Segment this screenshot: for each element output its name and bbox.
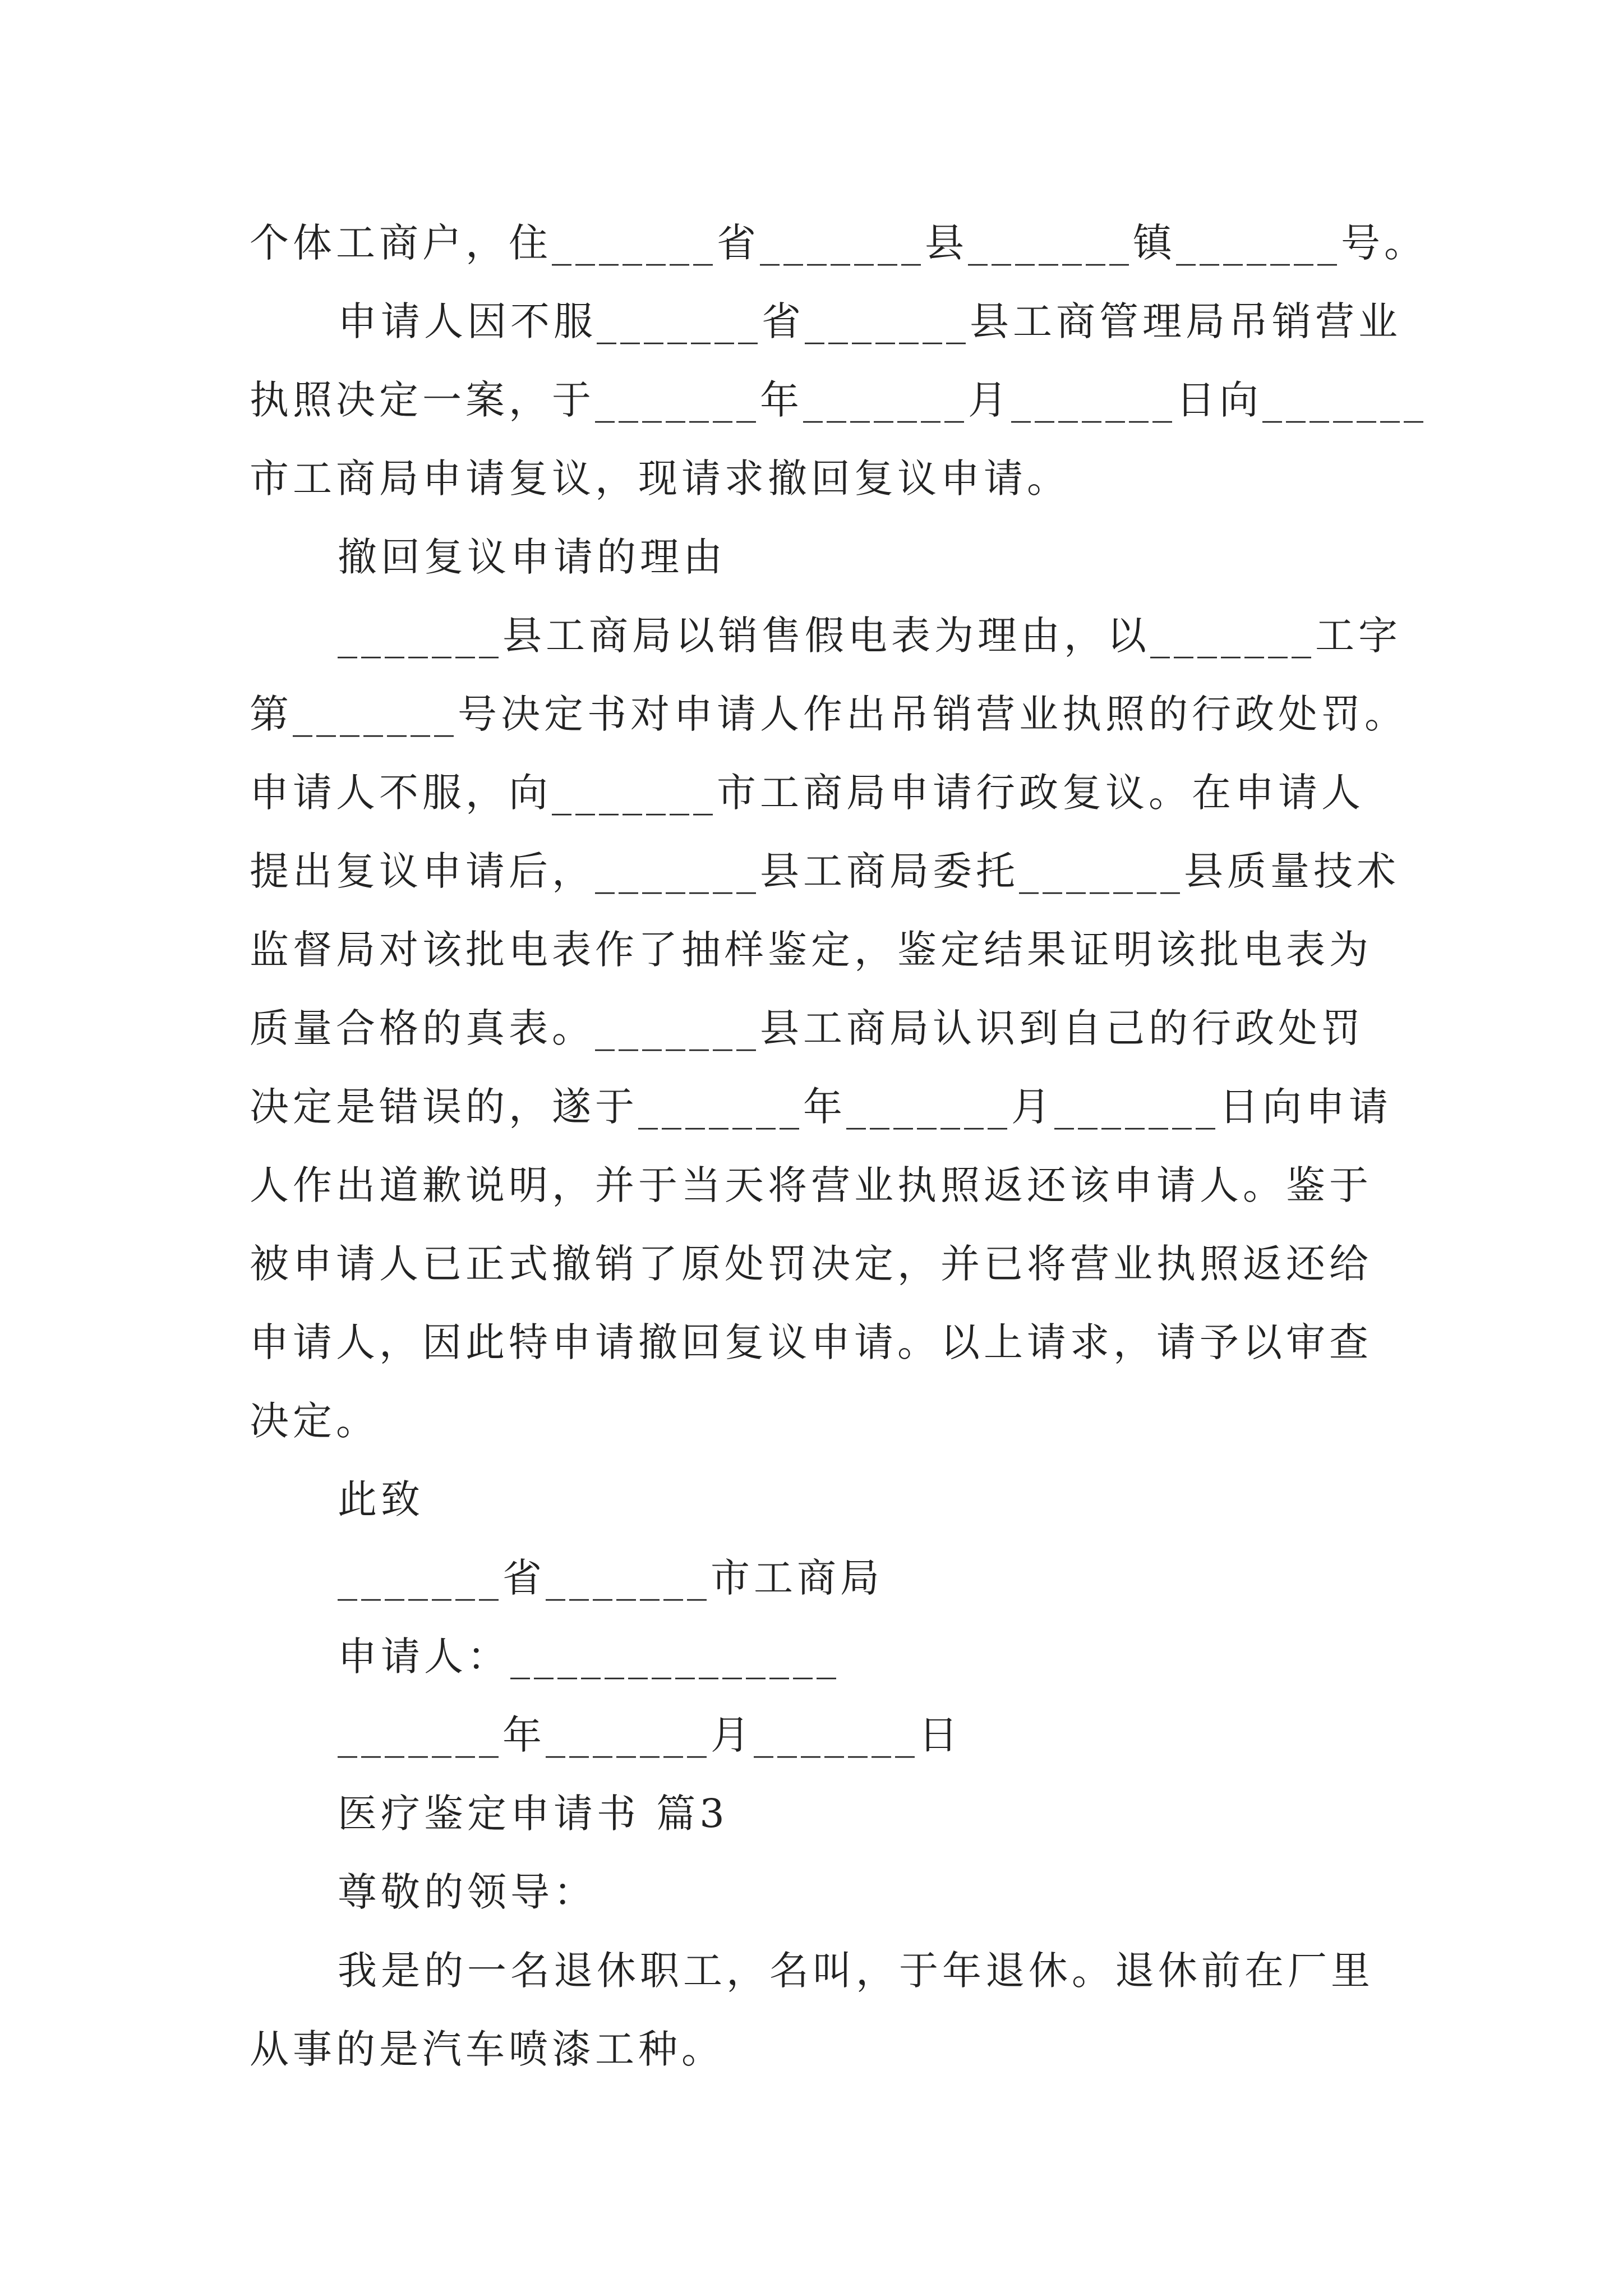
text-line: _______县工商局以销售假电表为理由，以_______工字 [338,613,1401,659]
text-line: 被申请人已正式撤销了原处罚决定，并已将营业执照返还给 [250,1241,1372,1287]
text-line: 从事的是汽车喷漆工种。 [250,2026,725,2072]
greeting: 尊敬的领导： [338,1869,597,1915]
text-line: 监督局对该批电表作了抽样鉴定，鉴定结果证明该批电表为 [250,927,1372,973]
salutation-closing: 此致 [338,1476,424,1522]
date-line: _______年_______月_______日 [338,1712,962,1758]
recipient-line: _______省_______市工商局 [338,1555,883,1601]
text-line: 人作出道歉说明，并于当天将营业执照返还该申请人。鉴于 [250,1162,1372,1208]
text-line: 申请人不服，向_______市工商局申请行政复议。在申请人 [250,770,1364,816]
applicant-line: 申请人：______________ [338,1634,840,1680]
text-line: 提出复议申请后，_______县工商局委托_______县质量技术 [250,848,1400,894]
text-line: 我是的一名退休职工，名叫，于年退休。退休前在厂里 [338,1948,1374,1994]
text-line: 市工商局申请复议，现请求撤回复议申请。 [250,455,1070,501]
text-line: 决定。 [250,1398,379,1444]
text-line: 申请人，因此特申请撤回复议申请。以上请求，请予以审查 [250,1319,1372,1365]
text-line: 决定是错误的，遂于_______年_______月_______日向申请 [250,1084,1392,1130]
text-line: 第_______号决定书对申请人作出吊销营业执照的行政处罚。 [250,691,1408,737]
text-line: 质量合格的真表。_______县工商局认识到自己的行政处罚 [250,1005,1364,1051]
text-line: 申请人因不服_______省_______县工商管理局吊销营业 [338,298,1401,344]
text-line: 个体工商户，住_______省_______县_______镇_______号。 [250,220,1427,266]
section-title: 医疗鉴定申请书 篇3 [338,1791,728,1837]
text-line: 执照决定一案，于_______年_______月_______日向_______ [250,377,1427,423]
section-heading: 撤回复议申请的理由 [338,534,726,580]
